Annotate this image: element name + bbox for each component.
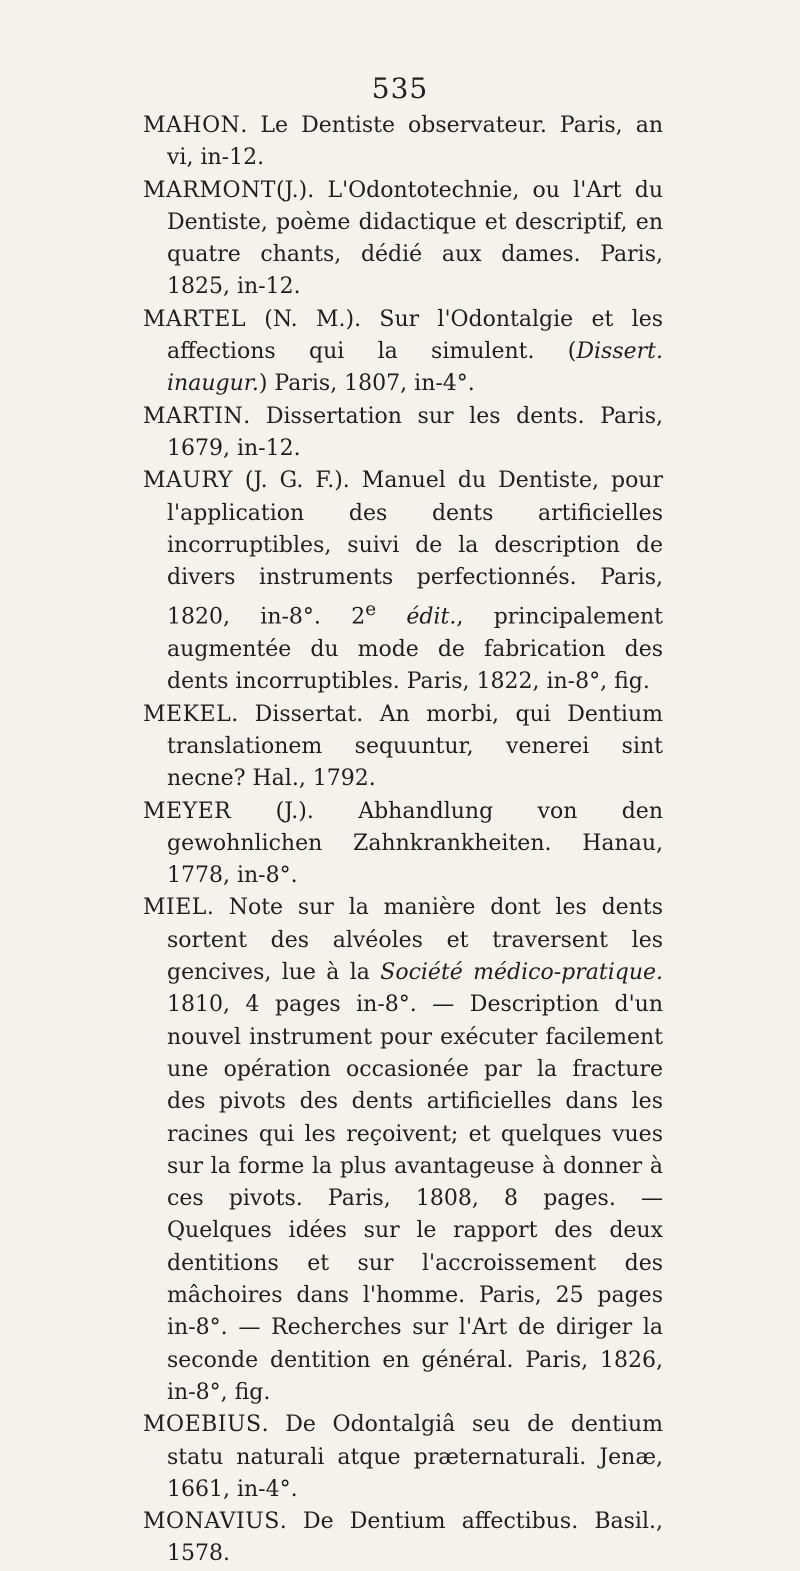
entry-author: MARMONT: [143, 177, 276, 203]
entry-martel: [143, 304, 663, 401]
entry-text-mid: [376, 605, 406, 630]
entry-text: . De Dentium affectibus. Basil., 1578.: [167, 1509, 663, 1567]
entry-text-after: , principalement augmentée du mode de fabrication des dents incorruptibles. Paris, 1822, in-8°, fig.: [167, 604, 664, 695]
entry-text: (J.). L'Odontotechnie, ou l'Art du Dentiste, poème didactique et descriptif, en quatre chants, dédié aux dames. Paris, 1825, in-12.: [167, 177, 663, 300]
entry-mekel: [143, 699, 663, 796]
entry-author: MONAVIUS: [143, 1509, 280, 1535]
entry-author: MAHON: [143, 113, 241, 138]
entry-sup: e: [365, 599, 377, 621]
entry-author: MEKEL: [143, 701, 232, 727]
entry-maury: [143, 465, 663, 698]
entry-text: . Le Dentiste observateur. Paris, an vi, in-12.: [167, 113, 663, 171]
entry-text: . Dissertat. An morbi, qui Dentium translationem sequuntur, venerei sint necne? Hal., 1792.: [167, 701, 663, 792]
entry-text: . Dissertation sur les dents. Paris, 1679, in-12.: [167, 403, 663, 461]
entry-text: (N. M.). Sur l'Odontalgie et les affections qui la simulent. (: [167, 306, 663, 365]
page-number: 535: [371, 72, 429, 105]
entry-text: . De Odontalgiâ seu de dentium statu naturali atque præternaturali. Jenæ, 1661, in-4°.: [167, 1412, 663, 1502]
entry-martin: [143, 401, 663, 466]
entry-author: MEYER: [143, 798, 232, 824]
entry-italic: édit.: [406, 604, 457, 630]
entry-meyer: [143, 796, 663, 893]
entry-author: MARTIN: [143, 403, 244, 429]
entry-text-after: ) Paris, 1807, in-4°.: [258, 371, 475, 397]
entry-italic: Dissert. inaugur.: [167, 339, 663, 397]
entry-author: MOEBIUS: [143, 1412, 262, 1438]
entry-mahon: [143, 110, 663, 175]
entry-marmont: [143, 175, 663, 304]
entry-text: (J. G. F.). Manuel du Dentiste, pour l'application des dents artificielles incorruptibles, suivi de la description de divers instruments perfectionnés. Paris, 1820, in-8°. 2: [167, 468, 663, 630]
bibliography-list: [143, 110, 663, 1571]
entry-author: MIEL: [143, 895, 207, 921]
entry-miel: [143, 892, 663, 1409]
entry-text: . Note sur la manière dont les dents sortent des alvéoles et traversent les gencives, lue à la: [167, 895, 663, 986]
entry-text-after: 1810, 4 pages in-8°. — Description d'un nouvel instrument pour exécuter facilement une opération occasionée par la fracture des pivots des dents artificielles dans les racines qui les reçoivent; et quelques vues sur la forme la plus avantageuse à donner à ces pivots. Paris, 1808, 8 pages. — Quelques idées sur le rapport des deux dentitions et sur l'accroissement des mâchoires dans l'homme. Paris, 25 pages in-8°. — Recherches sur l'Art de diriger la seconde dentition en général. Paris, 1826, in-8°, fig.: [167, 992, 663, 1405]
entry-text: (J.). Abhandlung von den gewohnlichen Zahnkrankheiten. Hanau, 1778, in-8°.: [167, 798, 663, 889]
entry-author: MARTEL: [143, 306, 246, 332]
entry-monavius: [143, 1506, 663, 1571]
entry-italic: Société médico-pratique.: [380, 960, 664, 986]
entry-author: MAURY: [143, 468, 233, 494]
entry-moebius: [143, 1409, 663, 1506]
